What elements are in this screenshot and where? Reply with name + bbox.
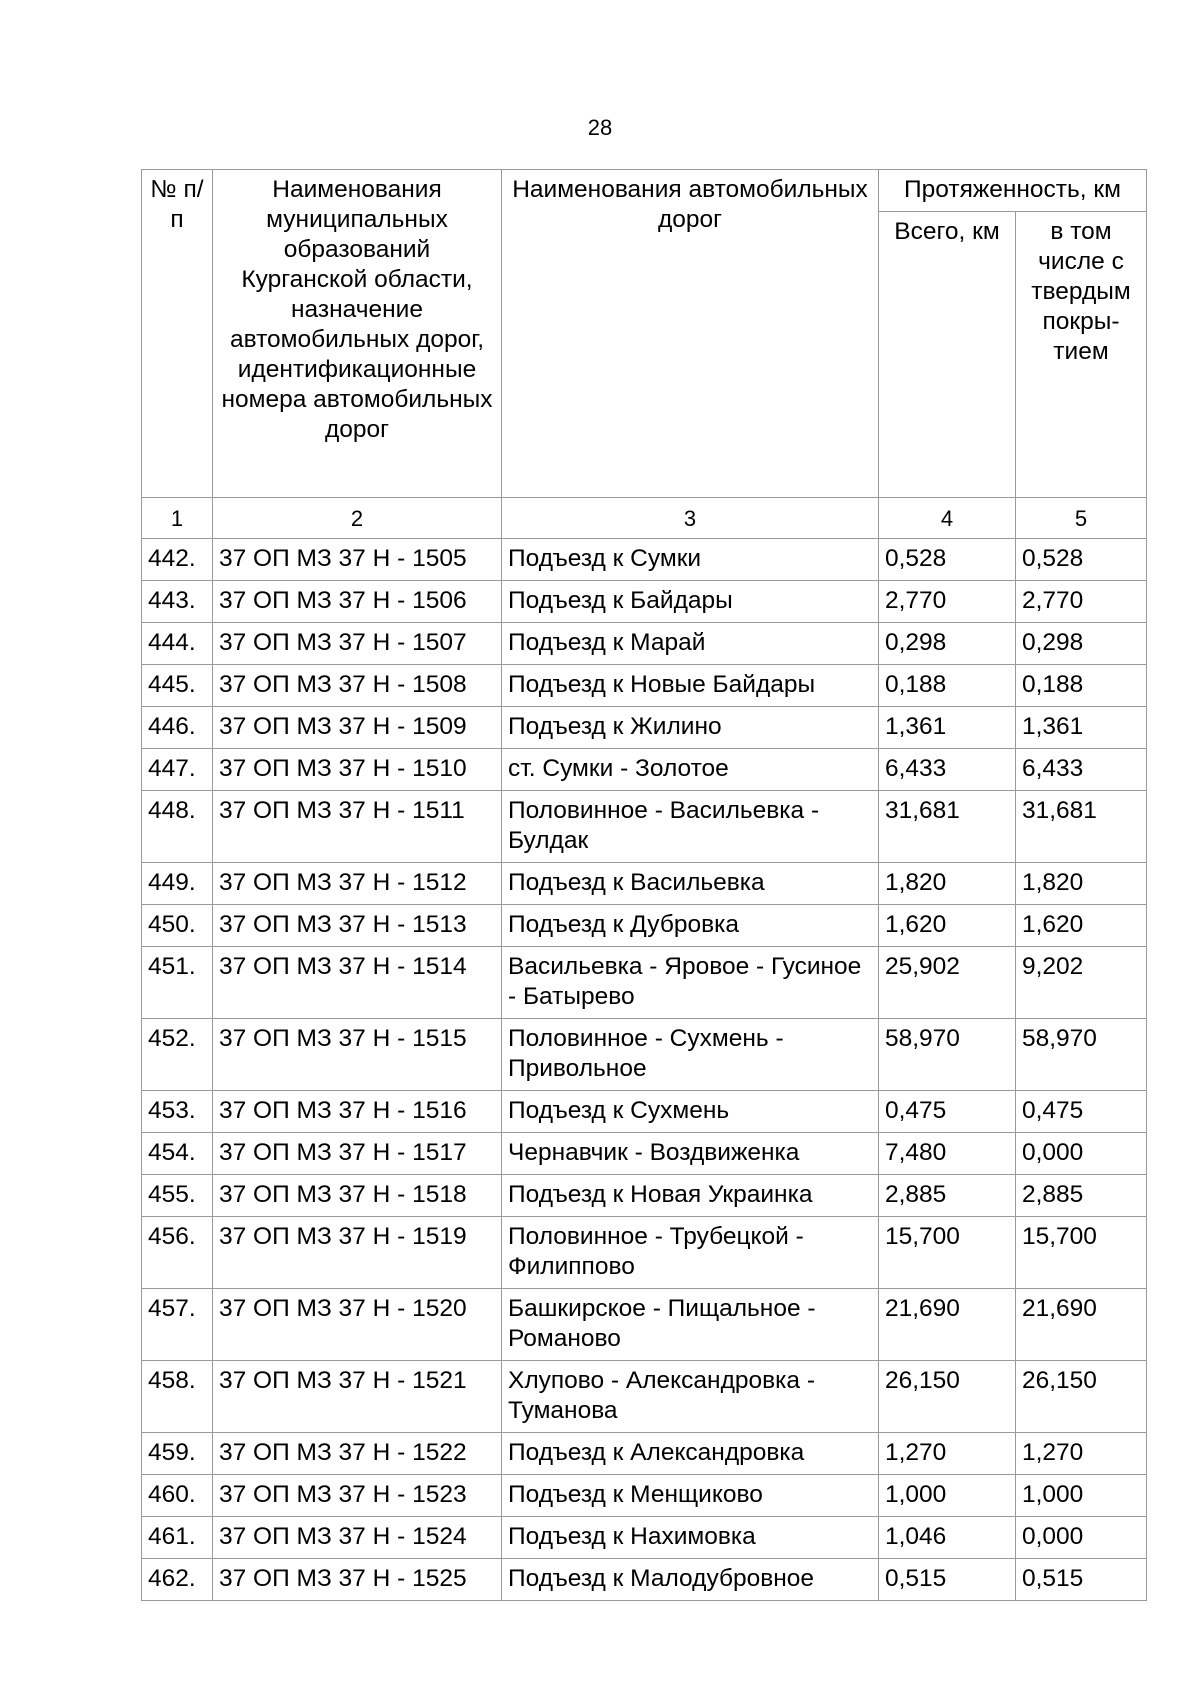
road-id-cell: 37 ОП МЗ 37 Н - 1521: [213, 1361, 502, 1433]
length-paved-cell: 0,298: [1016, 623, 1147, 665]
road-name-cell: Подъезд к Байдары: [502, 581, 879, 623]
table-row: [142, 581, 1147, 623]
length-paved-cell: 21,690: [1016, 1289, 1147, 1361]
length-total-cell: 1,361: [879, 707, 1016, 749]
length-paved-cell: 0,475: [1016, 1091, 1147, 1133]
row-number-cell: 452.: [142, 1019, 213, 1091]
length-total-cell: 26,150: [879, 1361, 1016, 1433]
column-index-row: [142, 498, 1147, 539]
table-row: [142, 623, 1147, 665]
road-name-cell: Подъезд к Нахимовка: [502, 1517, 879, 1559]
road-id-cell: 37 ОП МЗ 37 Н - 1522: [213, 1433, 502, 1475]
length-paved-cell: 0,188: [1016, 665, 1147, 707]
length-paved-cell: 26,150: [1016, 1361, 1147, 1433]
length-paved-cell: 1,361: [1016, 707, 1147, 749]
table-row: [142, 1175, 1147, 1217]
length-total-cell: 25,902: [879, 947, 1016, 1019]
road-name-cell: Половинное - Васильевка - Булдак: [502, 791, 879, 863]
length-total-cell: 2,770: [879, 581, 1016, 623]
length-paved-cell: 0,000: [1016, 1517, 1147, 1559]
row-number-cell: 444.: [142, 623, 213, 665]
length-total-cell: 21,690: [879, 1289, 1016, 1361]
header-length-group: Протяженность, км: [879, 170, 1147, 212]
road-name-cell: Подъезд к Дубровка: [502, 905, 879, 947]
road-id-cell: 37 ОП МЗ 37 Н - 1514: [213, 947, 502, 1019]
table-body: [142, 539, 1147, 1601]
row-number-cell: 450.: [142, 905, 213, 947]
road-name-cell: Подъезд к Марай: [502, 623, 879, 665]
page-number: 28: [587, 115, 613, 140]
row-number-cell: 455.: [142, 1175, 213, 1217]
road-id-cell: 37 ОП МЗ 37 Н - 1512: [213, 863, 502, 905]
road-id-cell: 37 ОП МЗ 37 Н - 1513: [213, 905, 502, 947]
table-row: [142, 1517, 1147, 1559]
road-name-cell: ст. Сумки - Золотое: [502, 749, 879, 791]
length-total-cell: 1,046: [879, 1517, 1016, 1559]
length-total-cell: 31,681: [879, 791, 1016, 863]
length-paved-cell: 6,433: [1016, 749, 1147, 791]
table-row: [142, 1475, 1147, 1517]
table-row: [142, 1559, 1147, 1601]
length-paved-cell: 2,770: [1016, 581, 1147, 623]
header-number: № п/п: [142, 170, 213, 498]
road-name-cell: Подъезд к Менщиково: [502, 1475, 879, 1517]
table-row: [142, 707, 1147, 749]
road-name-cell: Половинное - Сухмень - Привольное: [502, 1019, 879, 1091]
road-name-cell: Подъезд к Малодубровное: [502, 1559, 879, 1601]
table-row: [142, 1133, 1147, 1175]
road-id-cell: 37 ОП МЗ 37 Н - 1506: [213, 581, 502, 623]
length-paved-cell: 1,820: [1016, 863, 1147, 905]
row-number-cell: 451.: [142, 947, 213, 1019]
row-number-cell: 447.: [142, 749, 213, 791]
road-name-cell: Хлупово - Александровка - Туманова: [502, 1361, 879, 1433]
length-paved-cell: 1,270: [1016, 1433, 1147, 1475]
road-id-cell: 37 ОП МЗ 37 Н - 1517: [213, 1133, 502, 1175]
road-name-cell: Подъезд к Васильевка: [502, 863, 879, 905]
column-index: 4: [879, 498, 1016, 539]
table-row: [142, 1433, 1147, 1475]
road-name-cell: Подъезд к Новая Украинка: [502, 1175, 879, 1217]
length-paved-cell: 0,528: [1016, 539, 1147, 581]
table-header: [142, 170, 1147, 539]
road-name-cell: Васильевка - Яровое - Гусиное - Батырево: [502, 947, 879, 1019]
length-total-cell: 7,480: [879, 1133, 1016, 1175]
length-paved-cell: 1,620: [1016, 905, 1147, 947]
road-id-cell: 37 ОП МЗ 37 Н - 1507: [213, 623, 502, 665]
row-number-cell: 443.: [142, 581, 213, 623]
length-paved-cell: 31,681: [1016, 791, 1147, 863]
table-row: [142, 749, 1147, 791]
table-row: [142, 665, 1147, 707]
row-number-cell: 460.: [142, 1475, 213, 1517]
length-paved-cell: 58,970: [1016, 1019, 1147, 1091]
length-paved-cell: 15,700: [1016, 1217, 1147, 1289]
road-id-cell: 37 ОП МЗ 37 Н - 1523: [213, 1475, 502, 1517]
length-total-cell: 58,970: [879, 1019, 1016, 1091]
header-length-paved: в том числе с твердым покры-тием: [1016, 212, 1147, 498]
road-name-cell: Чернавчик - Воздвиженка: [502, 1133, 879, 1175]
row-number-cell: 442.: [142, 539, 213, 581]
road-name-cell: Подъезд к Жилино: [502, 707, 879, 749]
length-paved-cell: 0,515: [1016, 1559, 1147, 1601]
row-number-cell: 453.: [142, 1091, 213, 1133]
road-id-cell: 37 ОП МЗ 37 Н - 1524: [213, 1517, 502, 1559]
length-total-cell: 0,528: [879, 539, 1016, 581]
length-total-cell: 15,700: [879, 1217, 1016, 1289]
length-total-cell: 0,515: [879, 1559, 1016, 1601]
table-row: [142, 905, 1147, 947]
length-total-cell: 1,000: [879, 1475, 1016, 1517]
road-name-cell: Подъезд к Сумки: [502, 539, 879, 581]
header-road-name: Наименования автомобильных дорог: [502, 170, 879, 498]
road-name-cell: Подъезд к Александровка: [502, 1433, 879, 1475]
road-id-cell: 37 ОП МЗ 37 Н - 1505: [213, 539, 502, 581]
table-row: [142, 1019, 1147, 1091]
table-row: [142, 947, 1147, 1019]
length-total-cell: 1,620: [879, 905, 1016, 947]
table-row: [142, 1217, 1147, 1289]
table-row: [142, 1091, 1147, 1133]
length-paved-cell: 0,000: [1016, 1133, 1147, 1175]
road-id-cell: 37 ОП МЗ 37 Н - 1508: [213, 665, 502, 707]
table-row: [142, 1361, 1147, 1433]
road-name-cell: Половинное - Трубецкой - Филиппово: [502, 1217, 879, 1289]
length-paved-cell: 9,202: [1016, 947, 1147, 1019]
road-id-cell: 37 ОП МЗ 37 Н - 1520: [213, 1289, 502, 1361]
row-number-cell: 459.: [142, 1433, 213, 1475]
row-number-cell: 462.: [142, 1559, 213, 1601]
length-total-cell: 0,298: [879, 623, 1016, 665]
row-number-cell: 445.: [142, 665, 213, 707]
road-id-cell: 37 ОП МЗ 37 Н - 1519: [213, 1217, 502, 1289]
column-index: 2: [213, 498, 502, 539]
road-id-cell: 37 ОП МЗ 37 Н - 1511: [213, 791, 502, 863]
length-paved-cell: 2,885: [1016, 1175, 1147, 1217]
row-number-cell: 456.: [142, 1217, 213, 1289]
table-row: [142, 791, 1147, 863]
row-number-cell: 446.: [142, 707, 213, 749]
row-number-cell: 461.: [142, 1517, 213, 1559]
road-id-cell: 37 ОП МЗ 37 Н - 1516: [213, 1091, 502, 1133]
table-row: [142, 1289, 1147, 1361]
length-total-cell: 1,270: [879, 1433, 1016, 1475]
length-total-cell: 6,433: [879, 749, 1016, 791]
table-row: [142, 863, 1147, 905]
table-row: [142, 539, 1147, 581]
length-paved-cell: 1,000: [1016, 1475, 1147, 1517]
length-total-cell: 0,475: [879, 1091, 1016, 1133]
length-total-cell: 1,820: [879, 863, 1016, 905]
road-name-cell: Подъезд к Новые Байдары: [502, 665, 879, 707]
road-name-cell: Башкирское - Пищальное - Романово: [502, 1289, 879, 1361]
road-name-cell: Подъезд к Сухмень: [502, 1091, 879, 1133]
roads-table: [141, 169, 1147, 1601]
row-number-cell: 458.: [142, 1361, 213, 1433]
row-number-cell: 457.: [142, 1289, 213, 1361]
road-id-cell: 37 ОП МЗ 37 Н - 1525: [213, 1559, 502, 1601]
header-length-total: Всего, км: [879, 212, 1016, 498]
road-id-cell: 37 ОП МЗ 37 Н - 1509: [213, 707, 502, 749]
length-total-cell: 0,188: [879, 665, 1016, 707]
column-index: 3: [502, 498, 879, 539]
road-id-cell: 37 ОП МЗ 37 Н - 1515: [213, 1019, 502, 1091]
column-index: 1: [142, 498, 213, 539]
column-index: 5: [1016, 498, 1147, 539]
road-id-cell: 37 ОП МЗ 37 Н - 1510: [213, 749, 502, 791]
row-number-cell: 454.: [142, 1133, 213, 1175]
row-number-cell: 448.: [142, 791, 213, 863]
length-total-cell: 2,885: [879, 1175, 1016, 1217]
row-number-cell: 449.: [142, 863, 213, 905]
header-municipality: Наименования муниципальных образований Курганской области, назначение автомобильных дорог, идентификационные номера автомобильных дорог: [213, 170, 502, 498]
road-id-cell: 37 ОП МЗ 37 Н - 1518: [213, 1175, 502, 1217]
